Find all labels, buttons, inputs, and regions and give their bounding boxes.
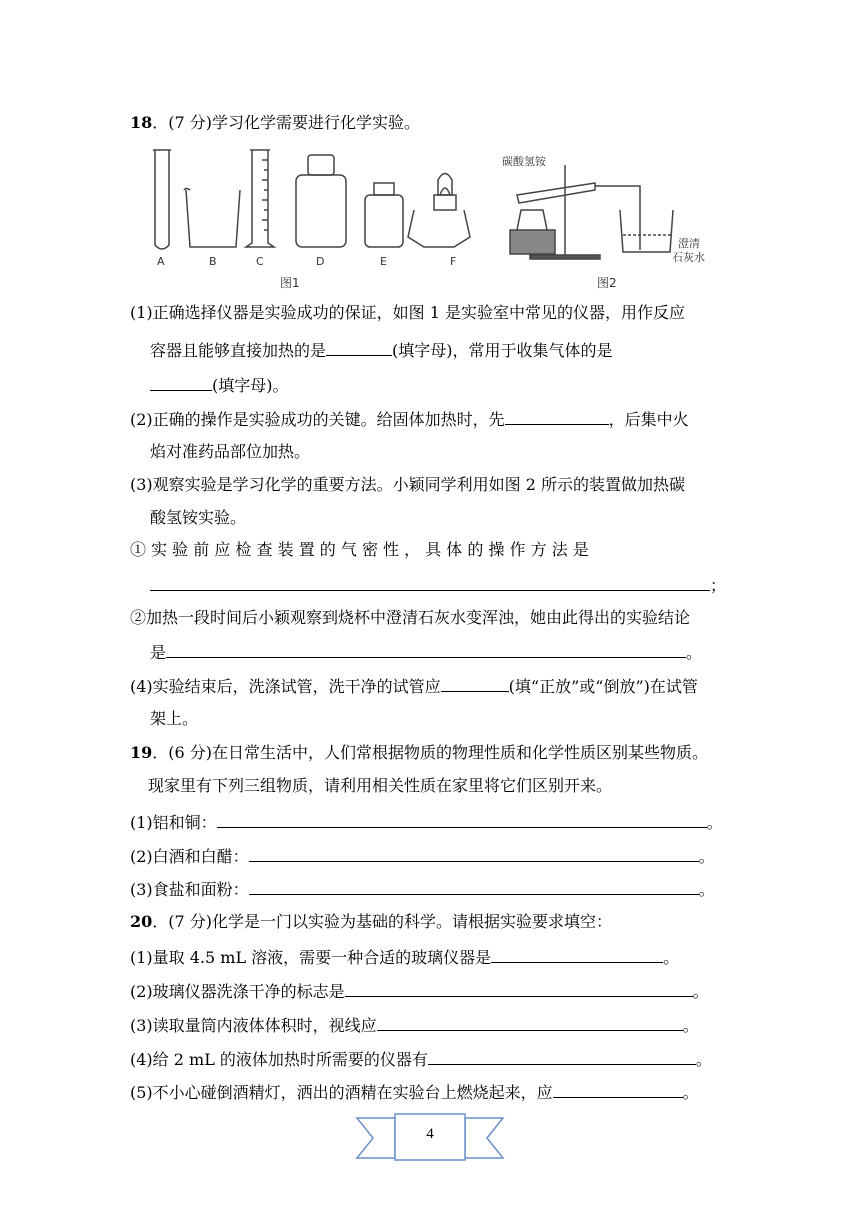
q18-p2-line2: 焰对准药品部位加热。 [150, 442, 311, 461]
answer-blank[interactable] [150, 574, 710, 591]
q19-item-1: (1)铝和铜： 。 [130, 813, 723, 832]
answer-blank[interactable] [428, 1048, 696, 1065]
answer-blank[interactable] [249, 878, 699, 895]
q20-title: ．(7 分)化学是一门以实验为基础的科学。请根据实验要求填空： [152, 912, 613, 931]
q20-item-4: (4)给 2 mL 的液体加热时所需要的仪器有 。 [130, 1050, 712, 1069]
q20-number: 20 [130, 912, 153, 931]
answer-blank[interactable] [166, 641, 686, 658]
answer-blank[interactable] [150, 374, 212, 391]
q18-p1-line1: (1)正确选择仪器是实验成功的保证，如图 1 是实验室中常见的仪器，用作反应 [130, 303, 686, 322]
fig1-caption: 图1 [280, 276, 300, 290]
q18-p1-line2: 容器且能够直接加热的是 (填字母)，常用于收集气体的是 [150, 341, 613, 360]
answer-blank[interactable] [491, 946, 663, 963]
q18-number: 18 [130, 113, 153, 132]
q20-item-5: (5)不小心碰倒酒精灯，洒出的酒精在实验台上燃烧起来，应 。 [130, 1083, 699, 1102]
q18-p4-line2: 架上。 [150, 709, 199, 728]
q19-sub: 现家里有下列三组物质，请利用相关性质在家里将它们区别开来。 [148, 776, 613, 795]
q20-heading [130, 912, 612, 932]
q18-p3-line2: 酸氢铵实验。 [150, 508, 247, 527]
fig2-caption: 图2 [597, 276, 617, 290]
fig1-label-a: A [157, 255, 165, 268]
answer-blank[interactable] [505, 408, 609, 425]
fig1-label-c: C [256, 255, 264, 268]
answer-blank[interactable] [326, 339, 392, 356]
answer-blank[interactable] [377, 1014, 683, 1031]
q18-p3-item2: ②加热一段时间后小颖观察到烧杯中澄清石灰水变浑浊，她由此得出的实验结论 [130, 608, 691, 627]
page-number: 4 [426, 1126, 434, 1142]
fig2-label-reagent: 碳酸氢铵 [502, 155, 546, 168]
fig1-label-d: D [316, 255, 325, 268]
q19-number: 19 [130, 743, 153, 762]
q20-item-3: (3)读取量筒内液体体积时，视线应 。 [130, 1016, 699, 1035]
fig1-label-b: B [209, 255, 217, 268]
answer-blank[interactable] [441, 675, 509, 692]
q19-item-3: (3)食盐和面粉： 。 [130, 880, 715, 899]
answer-blank[interactable] [345, 980, 693, 997]
q19-title: ．(6 分)在日常生活中，人们常根据物质的物理性质和化学性质区别某些物质。 [152, 743, 709, 762]
q18-title: ．(7 分)学习化学需要进行化学实验。 [152, 113, 421, 132]
q19-heading [130, 743, 708, 763]
answer-blank[interactable] [217, 811, 707, 828]
q18-heading [130, 113, 420, 133]
figure-1-apparatus [150, 145, 480, 295]
q18-p1-line3: (填字母)。 [150, 374, 289, 396]
q18-p3-item1: ① 实 验 前 应 检 查 装 置 的 气 密 性 ， 具 体 的 操 作 方 法 是 [130, 540, 589, 559]
q18-p3-item1-answer: ； [150, 574, 726, 596]
fig2-label-limewater-2: 石灰水 [672, 251, 705, 264]
q19-item-2: (2)白酒和白醋： 。 [130, 847, 715, 866]
q18-p3-item2-answer: 是 。 [150, 643, 703, 662]
fig1-label-e: E [380, 255, 387, 268]
q18-p3-line1: (3)观察实验是学习化学的重要方法。小颖同学利用如图 2 所示的装置做加热碳 [130, 475, 686, 494]
answer-blank[interactable] [553, 1081, 683, 1098]
q18-p4-line1: (4)实验结束后，洗涤试管，洗干净的试管应 (填“正放”或“倒放”)在试管 [130, 677, 698, 696]
q18-p2-line1: (2)正确的操作是实验成功的关键。给固体加热时，先 ，后集中火 [130, 410, 689, 429]
q20-item-1: (1)量取 4.5 mL 溶液，需要一种合适的玻璃仪器是 。 [130, 948, 680, 967]
fig2-label-limewater-1: 澄清 [678, 237, 700, 250]
fig1-label-f: F [450, 255, 457, 268]
q20-item-2: (2)玻璃仪器洗涤干净的标志是 。 [130, 982, 709, 1001]
answer-blank[interactable] [249, 845, 699, 862]
